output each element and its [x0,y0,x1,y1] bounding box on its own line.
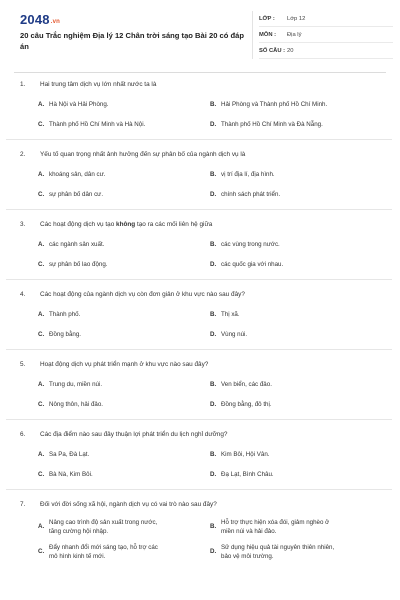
option-letter: B. [210,451,217,458]
option-letter: B. [210,241,217,248]
option-letter: D. [210,548,217,555]
page-header [20,0,386,66]
question-number: 4. [20,291,26,298]
option-text: các vùng trong nước. [221,241,280,248]
answer-options [20,241,386,269]
meta-value: 20 [287,48,294,54]
option-text: Vùng núi. [221,330,248,338]
option-text-line-1: Đẩy nhanh đổi mới sáng tạo, hỗ trợ các [49,544,158,551]
question-stem: Các hoạt động của ngành dịch vụ còn đơn giản ở khu vực nào sau đây? [40,291,245,298]
option-letter: B. [210,523,217,530]
question-6 [20,430,386,490]
option-d[interactable] [210,401,382,410]
meta-key: LỚP : [259,16,275,22]
option-text: Hà Nội và Hải Phòng. [49,101,109,108]
option-text: các quốc gia với nhau. [221,260,284,268]
question-text [20,430,386,439]
option-letter: C. [38,400,45,408]
question-stem-start: Các hoạt động dịch vụ tạo [40,221,117,228]
question-number: 1. [20,81,26,88]
option-b[interactable] [210,451,382,460]
question-number: 6. [20,431,26,438]
option-letter: B. [210,171,217,178]
option-b[interactable] [210,519,382,536]
option-text: Thành phố Hồ Chí Minh và Đà Nẵng. [221,120,323,128]
option-d[interactable] [210,331,382,340]
option-text: chính sách phát triển. [221,190,281,198]
option-text: khoáng sản, dân cư. [49,171,106,178]
meta-value: Địa lý [287,32,302,38]
option-text-line-2: mô hình kinh tế mới. [49,552,106,560]
option-c[interactable] [38,401,210,410]
option-d[interactable] [210,191,382,200]
option-letter: D. [210,260,217,268]
option-letter: A. [38,381,45,388]
option-letter: D. [210,190,217,198]
option-text: sự phân bố lao động. [49,260,108,268]
option-letter: D. [210,330,217,338]
option-b[interactable] [210,101,382,110]
meta-key: MÔN : [259,32,277,38]
option-d[interactable] [210,544,382,561]
question-4 [20,290,386,350]
option-text-line-1: Hỗ trợ thực hiện xóa đói, giảm nghèo ở [221,519,330,526]
question-divider [6,349,392,350]
option-b[interactable] [210,311,382,320]
question-divider [6,139,392,140]
question-divider [6,279,392,280]
option-text: Đồng bằng. [49,330,81,338]
question-text [20,220,386,229]
option-letter: C. [38,190,45,198]
meta-value: Lớp 12 [287,16,306,22]
meta-box [252,11,393,59]
question-text [20,150,386,159]
option-letter: C. [38,120,45,128]
page-title: 20 câu Trắc nghiệm Địa lý 12 Chân trời sáng tạo Bài 20 có đáp án [20,31,245,51]
option-text-line-2: bảo vệ môi trường. [221,552,274,560]
answer-options [20,171,386,199]
option-b[interactable] [210,241,382,250]
option-a[interactable] [38,311,210,320]
question-3 [20,220,386,280]
answer-options [20,451,386,479]
header-divider [14,72,386,73]
option-letter: A. [38,311,45,318]
option-letter: A. [38,451,45,458]
question-text [20,290,386,299]
option-letter: C. [38,260,45,268]
option-a[interactable] [38,381,210,390]
option-text: Đồng bằng, đô thị. [221,400,272,408]
question-stem: Các địa điểm nào sau đây thuận lợi phát triển du lịch nghỉ dưỡng? [40,431,228,438]
option-a[interactable] [38,241,210,250]
question-number: 7. [20,501,26,508]
option-letter: C. [38,330,45,338]
option-c[interactable] [38,261,210,270]
question-number: 5. [20,361,26,368]
answer-options [20,101,386,129]
question-number: 2. [20,151,26,158]
question-stem-end: tạo ra các mối liên hệ giữa [135,221,213,228]
option-text: Trung du, miền núi. [49,381,103,388]
question-stem: Hoạt động dịch vụ phát triển mạnh ở khu vực nào sau đây? [40,361,209,368]
option-letter: D. [210,470,217,478]
option-b[interactable] [210,171,382,180]
option-letter: D. [210,400,217,408]
option-letter: D. [210,120,217,128]
site-logo[interactable] [20,12,60,27]
answer-options [20,381,386,409]
option-a[interactable] [38,171,210,180]
option-a[interactable] [38,451,210,460]
answer-options [20,311,386,339]
question-2 [20,150,386,210]
option-letter: A. [38,101,45,108]
option-text-line-1: Nâng cao trình độ sản xuất trong nước, [49,519,158,526]
meta-row-count [259,43,393,59]
option-letter: B. [210,101,217,108]
option-d[interactable] [210,121,382,130]
option-letter: B. [210,381,217,388]
option-letter: B. [210,311,217,318]
option-text-line-1: Sử dụng hiệu quả tài nguyên thiên nhiên, [221,544,335,551]
option-c[interactable] [38,471,210,480]
option-text: Sa Pa, Đà Lạt. [49,451,90,458]
answer-options [20,519,386,561]
question-5 [20,360,386,420]
option-d[interactable] [210,261,382,270]
option-b[interactable] [210,381,382,390]
option-text-line-2: miền núi và hải đảo. [221,527,277,535]
question-text [20,360,386,369]
question-7 [20,500,386,561]
logo-text: 2048 [20,12,50,27]
question-divider [6,419,392,420]
option-text: vị trí địa lí, địa hình. [221,171,275,178]
meta-row-subject [259,27,393,43]
question-text [20,500,386,509]
option-c[interactable] [38,544,210,561]
option-text: Hải Phòng và Thành phố Hồ Chí Minh. [221,101,328,108]
question-list [20,80,386,561]
option-text: Bà Nà, Kim Bôi. [49,470,93,478]
option-letter: C. [38,548,45,555]
option-text: sự phân bố dân cư. [49,190,104,198]
question-stem: Yếu tố quan trọng nhất ảnh hưởng đến sự phân bố của ngành dịch vụ là [40,151,246,158]
option-text-line-2: tăng cường hội nhập. [49,527,109,535]
question-number: 3. [20,221,26,228]
option-text: Kim Bôi, Hội Vân. [221,451,270,458]
option-c[interactable] [38,191,210,200]
option-text: Ven biển, các đảo. [221,381,272,388]
option-letter: A. [38,171,45,178]
logo-suffix: .vn [50,19,61,25]
question-stem: Hai trung tâm dịch vụ lớn nhất nước ta là [40,81,157,88]
question-divider [6,489,392,490]
question-1 [20,80,386,140]
option-text: các ngành sản xuất. [49,241,105,248]
option-letter: A. [38,241,45,248]
option-a[interactable] [38,101,210,110]
option-c[interactable] [38,121,210,130]
option-text: Thành phố. [49,311,81,318]
option-text: Thành phố Hồ Chí Minh và Hà Nội. [49,120,146,128]
question-keyword: không [116,221,136,228]
option-letter: C. [38,470,45,478]
option-a[interactable] [38,519,210,536]
option-c[interactable] [38,331,210,340]
question-text [20,80,386,89]
option-text: Nông thôn, hải đảo. [49,400,104,408]
meta-row-class [259,11,393,27]
option-text: Đạ Lạt, Bình Châu. [221,470,274,478]
option-letter: A. [38,523,45,530]
option-d[interactable] [210,471,382,480]
question-divider [6,209,392,210]
option-text: Thị xã. [221,311,240,318]
meta-key: SỐ CÂU : [259,48,286,54]
question-stem: Đối với đời sống xã hội, ngành dịch vụ có vai trò nào sau đây? [40,501,217,508]
